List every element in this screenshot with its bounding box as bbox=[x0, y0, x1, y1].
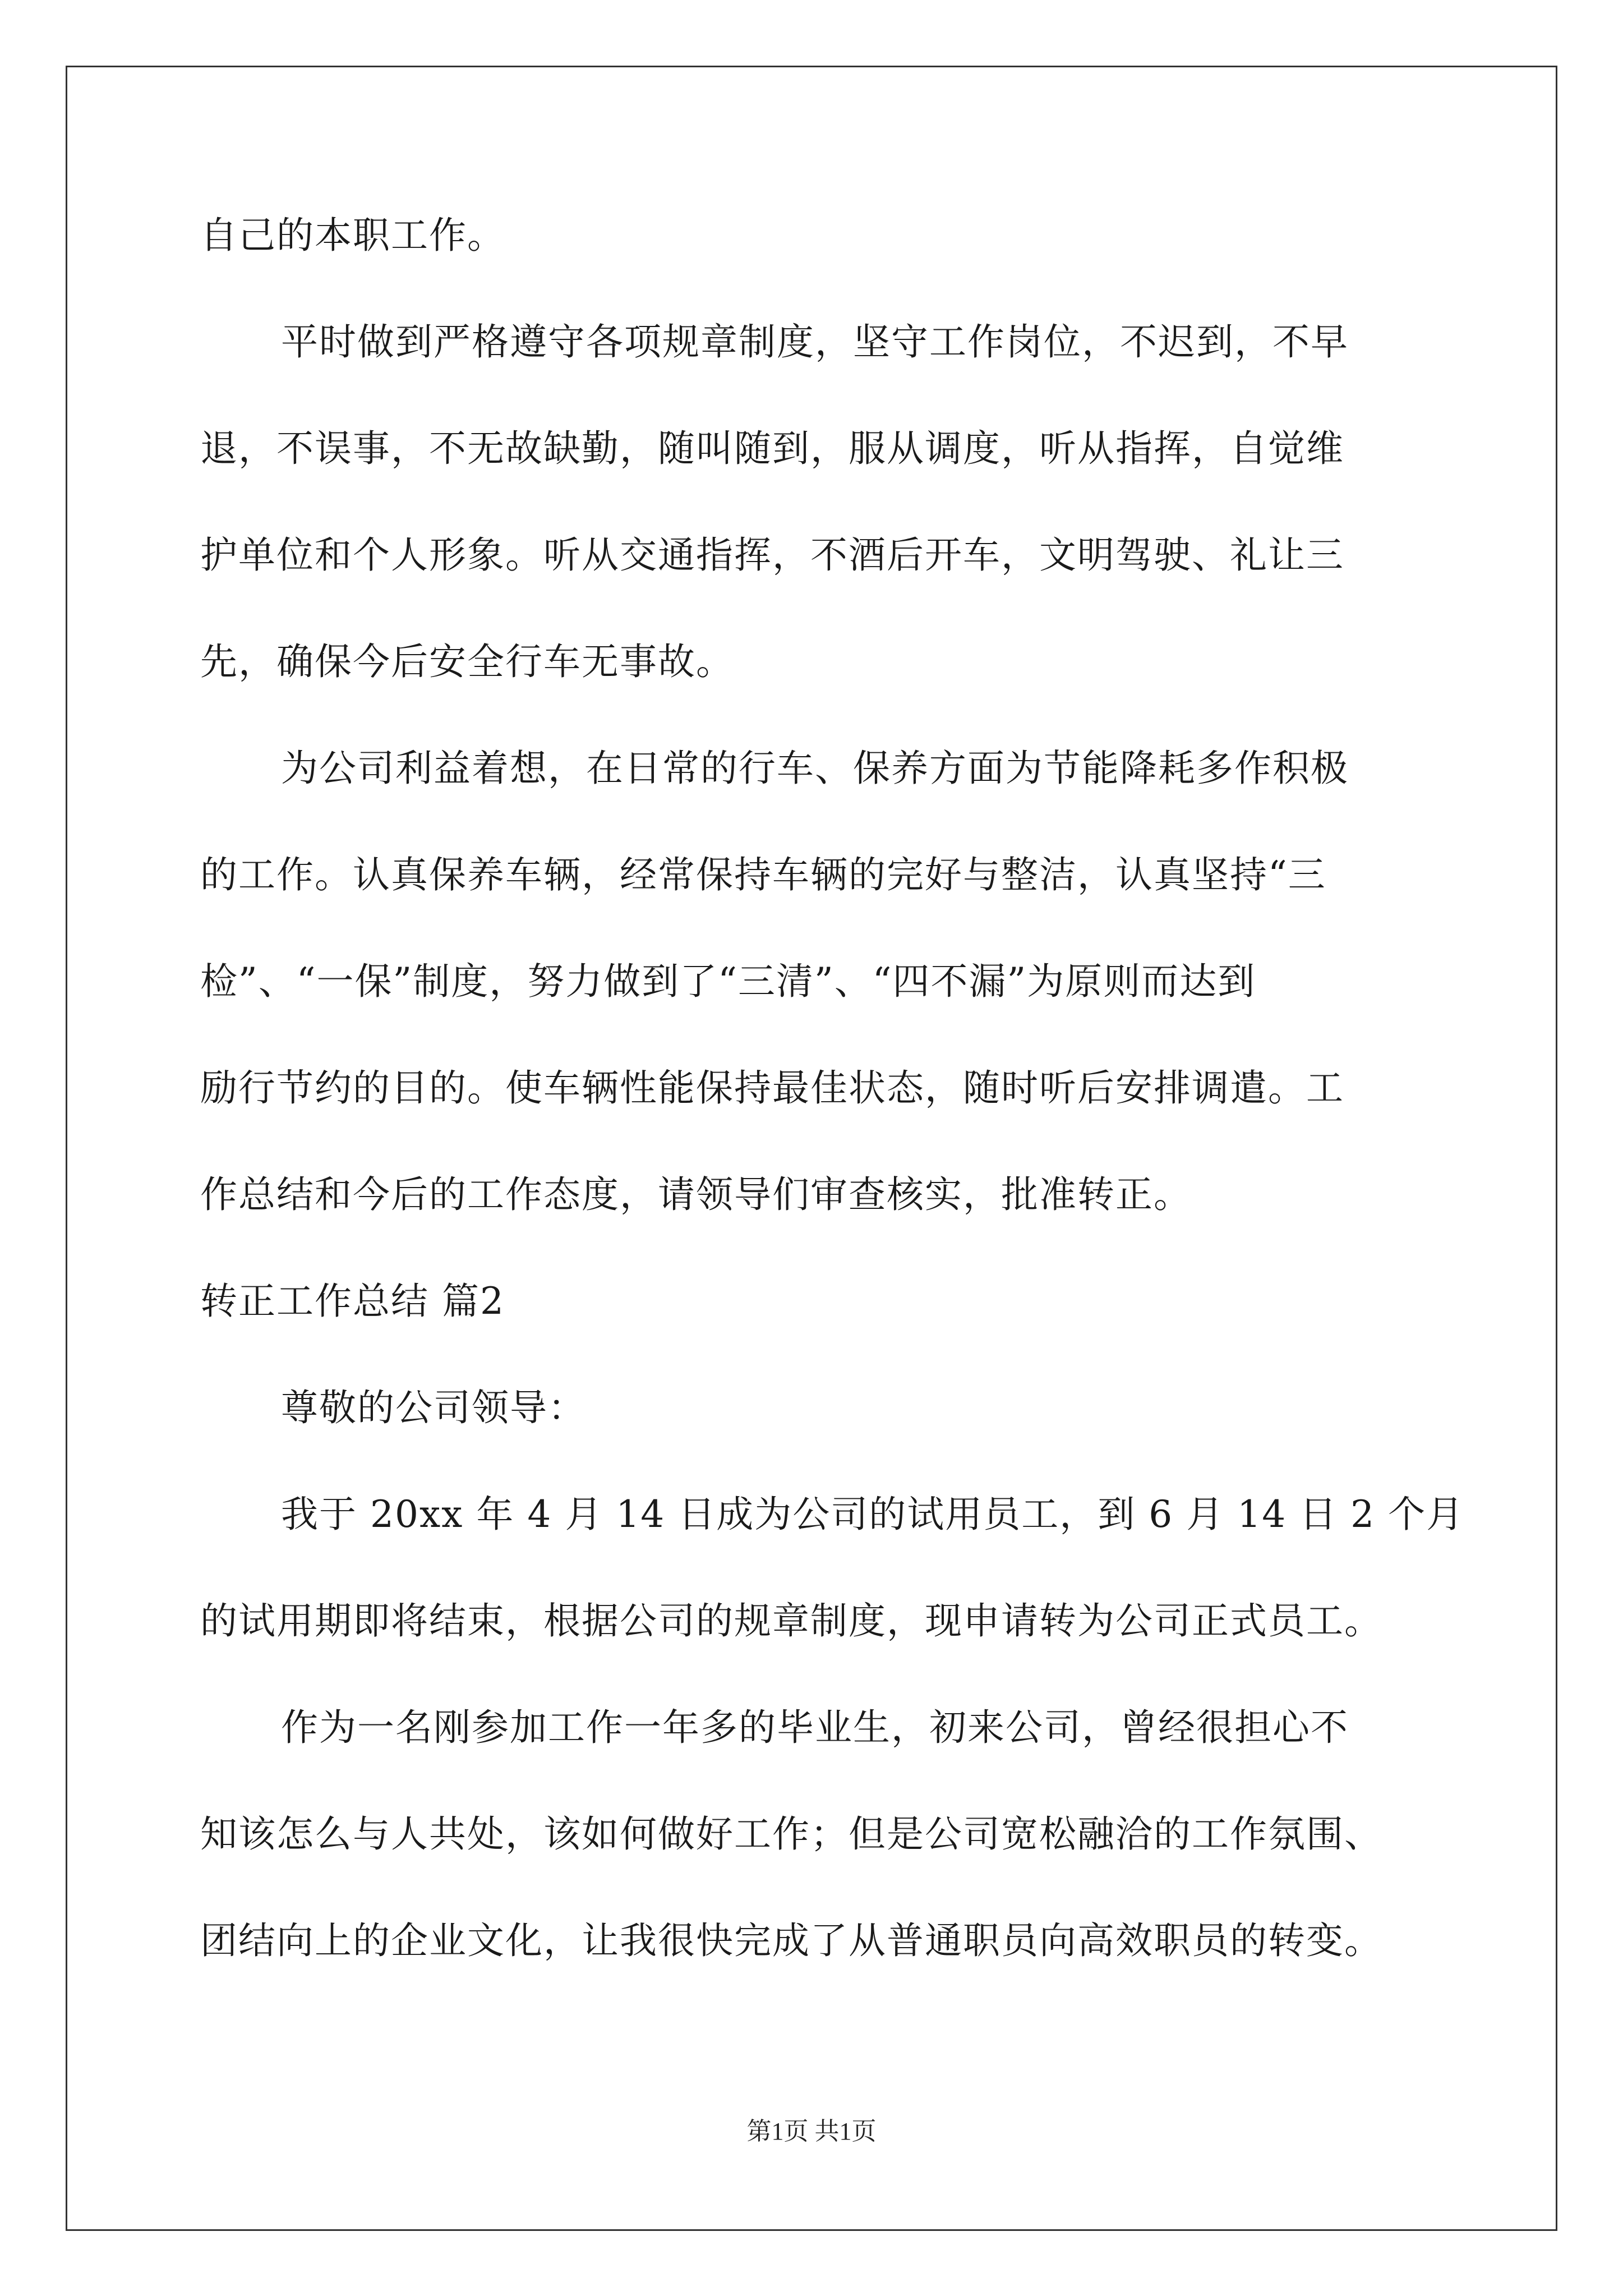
paragraph-line: 平时做到严格遵守各项规章制度，坚守工作岗位，不迟到，不早 bbox=[281, 320, 1349, 364]
paragraph-line: 自己的本职工作。 bbox=[200, 214, 505, 257]
paragraph-line: 知该怎么与人共处，该如何做好工作；但是公司宽松融洽的工作氛围、 bbox=[200, 1812, 1382, 1856]
paragraph-line: 作总结和今后的工作态度，请领导们审查核实，批准转正。 bbox=[200, 1173, 1192, 1216]
paragraph-line: 团结向上的企业文化，让我很快完成了从普通职员向高效职员的转变。 bbox=[200, 1919, 1382, 1962]
paragraph-line: 先，确保今后安全行车无事故。 bbox=[200, 640, 734, 683]
paragraph-line: 护单位和个人形象。听从交通指挥，不酒后开车，文明驾驶、礼让三 bbox=[200, 533, 1344, 577]
section-heading: 转正工作总结 篇2 bbox=[200, 1280, 505, 1323]
paragraph-line: 检”、“一保”制度，努力做到了“三清”、“四不漏”为原则而达到 bbox=[200, 960, 1256, 1003]
paragraph-line: 退，不误事，不无故缺勤，随叫随到，服从调度，听从指挥，自觉维 bbox=[200, 427, 1344, 470]
paragraph-line: 励行节约的目的。使车辆性能保持最佳状态，随时听后安排调遣。工 bbox=[200, 1066, 1344, 1110]
page-footer: 第1页 共1页 bbox=[746, 2118, 877, 2145]
paragraph-line: 我于 20xx 年 4 月 14 日成为公司的试用员工，到 6 月 14 日 2 个月 bbox=[281, 1493, 1465, 1536]
paragraph-line: 的试用期即将结束，根据公司的规章制度，现申请转为公司正式员工。 bbox=[200, 1599, 1382, 1642]
salutation: 尊敬的公司领导： bbox=[281, 1386, 586, 1429]
paragraph-line: 为公司利益着想，在日常的行车、保养方面为节能降耗多作积极 bbox=[281, 747, 1349, 790]
paragraph-line: 的工作。认真保养车辆，经常保持车辆的完好与整洁，认真坚持“三 bbox=[200, 853, 1326, 896]
page-border bbox=[66, 66, 1557, 2231]
paragraph-line: 作为一名刚参加工作一年多的毕业生，初来公司，曾经很担心不 bbox=[281, 1706, 1349, 1749]
